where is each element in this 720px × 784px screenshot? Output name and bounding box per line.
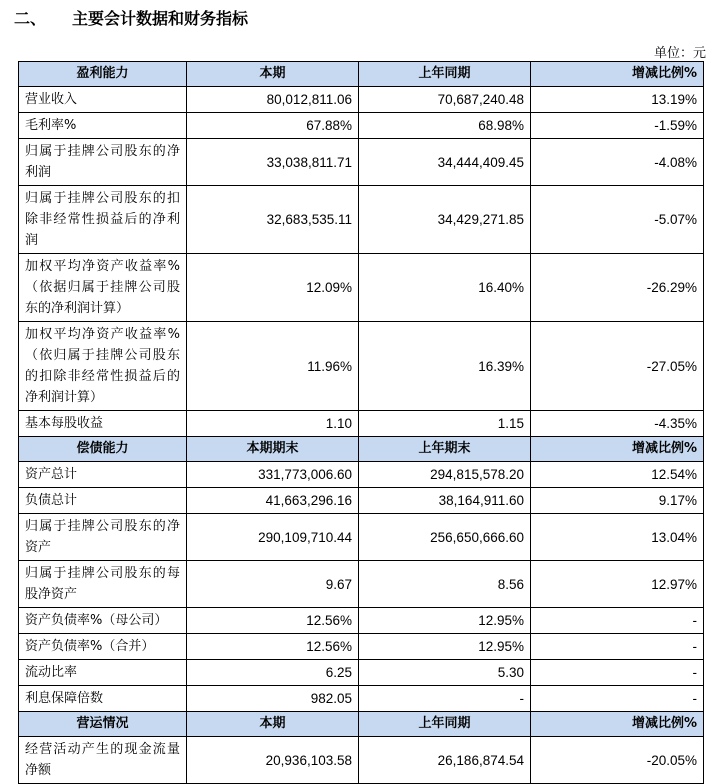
row-change: -4.35% [531,411,704,437]
row-change: - [531,634,704,660]
row-prior: 294,815,578.20 [359,462,531,488]
row-change: -4.08% [531,139,704,186]
header-current: 本期 [187,712,359,737]
unit-label: 单位：元 [653,46,706,61]
row-label: 加权平均净资产收益率%（依归属于挂牌公司股东的扣除非经常性损益后的净利润计算） [19,322,187,411]
section-number: 二、 [14,9,47,28]
header-category: 盈利能力 [19,62,187,87]
row-label: 负债总计 [19,488,187,514]
row-prior: 12.95% [359,608,531,634]
row-prior: 16.40% [359,254,531,322]
section-title: 主要会计数据和财务指标 [72,9,249,28]
header-prior: 上年同期 [359,712,531,737]
row-label: 资产负债率%（合并） [19,634,187,660]
row-current: 20,936,103.58 [187,737,359,784]
row-prior: 38,164,911.60 [359,488,531,514]
header-category: 营运情况 [19,712,187,737]
section-heading [14,6,248,29]
row-current: 331,773,006.60 [187,462,359,488]
row-prior: 70,687,240.48 [359,87,531,113]
row-label: 营业收入 [19,87,187,113]
header-prior: 上年同期 [359,62,531,87]
header-current: 本期 [187,62,359,87]
table-row [19,608,704,634]
table-row [19,462,704,488]
row-current: 12.56% [187,634,359,660]
header-change: 增减比例% [531,437,704,462]
row-current: 67.88% [187,113,359,139]
table-row [19,254,704,322]
row-current: 982.05 [187,686,359,712]
table-row [19,634,704,660]
table-row [19,411,704,437]
row-current: 80,012,811.06 [187,87,359,113]
financial-indicators-table [18,61,704,784]
row-prior: 34,444,409.45 [359,139,531,186]
row-prior: - [359,686,531,712]
table-row [19,737,704,784]
row-label: 流动比率 [19,660,187,686]
row-current: 9.67 [187,561,359,608]
row-label: 归属于挂牌公司股东的每股净资产 [19,561,187,608]
row-label: 毛利率% [19,113,187,139]
row-current: 32,683,535.11 [187,186,359,254]
table-row [19,514,704,561]
row-label: 加权平均净资产收益率%（依据归属于挂牌公司股东的净利润计算） [19,254,187,322]
row-prior: 1.15 [359,411,531,437]
row-prior: 256,650,666.60 [359,514,531,561]
row-current: 12.56% [187,608,359,634]
row-prior: 12.95% [359,634,531,660]
row-prior: 34,429,271.85 [359,186,531,254]
table-row [19,186,704,254]
table-row [19,561,704,608]
row-label: 归属于挂牌公司股东的扣除非经常性损益后的净利润 [19,186,187,254]
row-change: 9.17% [531,488,704,514]
table-row [19,139,704,186]
header-prior: 上年期末 [359,437,531,462]
row-prior: 26,186,874.54 [359,737,531,784]
table-header-operations [19,712,704,737]
table-header-profitability [19,62,704,87]
table-row [19,488,704,514]
header-change: 增减比例% [531,62,704,87]
row-change: - [531,608,704,634]
header-change: 增减比例% [531,712,704,737]
row-change: -1.59% [531,113,704,139]
row-prior: 8.56 [359,561,531,608]
row-change: -27.05% [531,322,704,411]
row-label: 归属于挂牌公司股东的净资产 [19,514,187,561]
row-current: 290,109,710.44 [187,514,359,561]
row-prior: 5.30 [359,660,531,686]
row-current: 33,038,811.71 [187,139,359,186]
row-label: 利息保障倍数 [19,686,187,712]
row-prior: 68.98% [359,113,531,139]
row-label: 资产总计 [19,462,187,488]
row-change: -26.29% [531,254,704,322]
row-change: - [531,660,704,686]
row-label: 基本每股收益 [19,411,187,437]
row-change: 12.97% [531,561,704,608]
table-row [19,87,704,113]
table-header-solvency [19,437,704,462]
row-change: 13.19% [531,87,704,113]
row-change: -20.05% [531,737,704,784]
table-row [19,686,704,712]
row-label: 资产负债率%（母公司） [19,608,187,634]
row-change: 12.54% [531,462,704,488]
table-row [19,322,704,411]
row-current: 12.09% [187,254,359,322]
header-category: 偿债能力 [19,437,187,462]
row-current: 11.96% [187,322,359,411]
table-row [19,660,704,686]
row-change: -5.07% [531,186,704,254]
row-change: - [531,686,704,712]
row-current: 1.10 [187,411,359,437]
table-row [19,113,704,139]
row-change: 13.04% [531,514,704,561]
row-prior: 16.39% [359,322,531,411]
row-current: 6.25 [187,660,359,686]
header-current: 本期期末 [187,437,359,462]
row-label: 归属于挂牌公司股东的净利润 [19,139,187,186]
row-current: 41,663,296.16 [187,488,359,514]
row-label: 经营活动产生的现金流量净额 [19,737,187,784]
